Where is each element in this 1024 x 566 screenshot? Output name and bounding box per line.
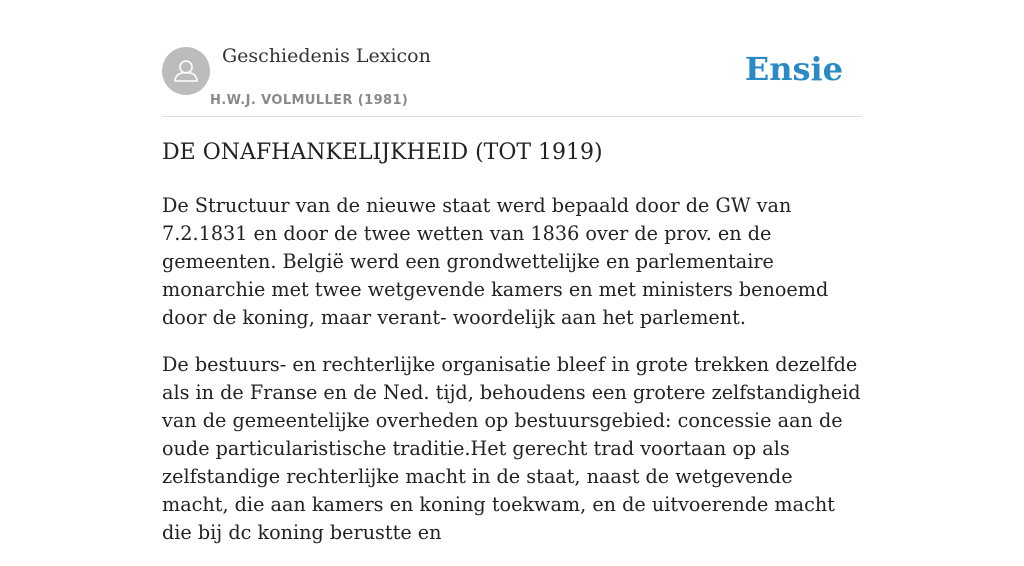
article-title: DE ONAFHANKELIJKHEID (TOT 1919) — [162, 140, 603, 165]
brand-logo[interactable]: Ensie — [744, 50, 843, 88]
paragraph: De Structuur van de nieuwe staat werd bepaald door de GW van 7.2.1831 en door de twee wetten van 1836 over de prov. en de gemeenten. België werd een grondwettelijke en parlementaire monarchie met twee wetgevende kamers en met ministers benoemd door de koning, maar verant- woordelijk aan het parlement. — [162, 194, 829, 329]
author-credit: H.W.J. VOLMULLER (1981) — [210, 93, 409, 108]
paragraph: De bestuurs- en rechterlijke organisatie bleef in grote trekken dezelfde als in de Franse en de Ned. tijd, behoudens een grotere zelfstandigheid van de gemeentelijke overheden op bestuursgebied: concessie aan de oude particularistische traditie.Het gerecht trad voortaan op als zelfstandige rechterlijke macht in de staat, naast de wetgevende macht, die aan kamers en koning toekwam, en de uitvoerende macht die bij dc koning berustte en — [162, 353, 861, 544]
article-body — [162, 192, 862, 566]
page — [162, 0, 862, 544]
user-silhouette-icon — [162, 47, 210, 95]
lexicon-title[interactable]: Geschiedenis Lexicon — [222, 45, 431, 67]
header — [162, 0, 862, 117]
